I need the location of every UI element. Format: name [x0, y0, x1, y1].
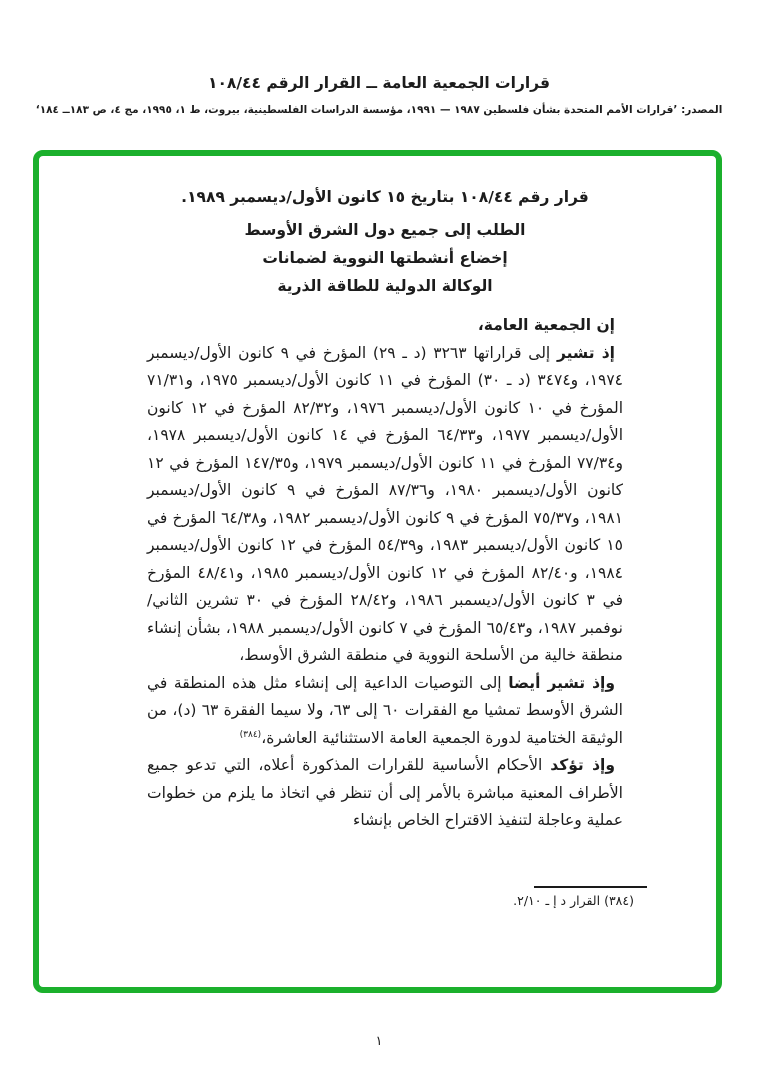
opening-line: إن الجمعية العامة،	[477, 316, 615, 334]
footnote-reference: (٣٨٤)	[239, 729, 262, 740]
paragraph-lead: إذ تشير	[556, 343, 615, 362]
resolution-subtitle-line-2: إخضاع أنشطتها النووية لضمانات	[262, 249, 508, 267]
footnote-text: (٣٨٤) القرار د إ ـ ٢/١٠.	[513, 893, 634, 908]
paragraph-affirming	[147, 752, 623, 835]
page-number: ١	[375, 1034, 383, 1049]
footnote-block	[352, 880, 648, 918]
document-body	[39, 156, 716, 835]
document-frame	[33, 150, 722, 993]
footnote-separator-rule	[534, 886, 647, 888]
paragraph-text: إلى التوصيات الداعية إلى إنشاء مثل هذه المنطقة في الشرق الأوسط تمشيا مع الفقرات ٦٠ إلى ٦٣، ولا سيما الفقرة ٦٣ (د)، من الوثيقة الختامية لدورة الجمعية العامة الاستثنائية العاشرة،	[147, 673, 623, 747]
page-header-title: قرارات الجمعية العامة ــ القرار الرقم ١٠٨/٤٤	[208, 74, 550, 92]
resolution-subtitle-line-1: الطلب إلى جميع دول الشرق الأوسط	[244, 221, 526, 239]
paragraph-text: إلى قراراتها ٣٢٦٣ (د ـ ٢٩) المؤرخ في ٩ كانون الأول/ديسمبر ١٩٧٤، و٣٤٧٤ (د ـ ٣٠) المؤرخ في ١١ كانون الأول/ديسمبر ١٩٧٥، و٧١/٣١ المؤرخ في ١٠ كانون الأول/ديسمبر ١٩٧٦، و٨٢/٣٢ المؤرخ في ١٢ كانون الأول/ديسمبر ١٩٧٧، و٦٤/٣٣ المؤرخ في ١٤ كانون الأول/ديسمبر ١٩٧٨، و٧٧/٣٤ المؤرخ في ١١ كانون الأول/ديسمبر ١٩٧٩، و١٤٧/٣٥ المؤرخ في ١٢ كانون الأول/ديسمبر ١٩٨٠، و٨٧/٣٦ المؤرخ في ٩ كانون الأول/ديسمبر ١٩٨١، و٧٥/٣٧ المؤرخ في ٩ كانون الأول/ديسمبر ١٩٨٢، و٦٤/٣٨ المؤرخ في ١٥ كانون الأول/ديسمبر ١٩٨٣، و٥٤/٣٩ المؤرخ في ١٢ كانون الأول/ديسمبر ١٩٨٤، و٨٢/٤٠ المؤرخ في ١٢ كانون الأول/ديسمبر ١٩٨٥، و٤٨/٤١ المؤرخ في ٣ كانون الأول/ديسمبر ١٩٨٦، و٢٨/٤٢ المؤرخ في ٣٠ تشرين الثاني/نوفمبر ١٩٨٧، و٦٥/٤٣ المؤرخ في ٧ كانون الأول/ديسمبر ١٩٨٨، بشأن إنشاء منطقة خالية من الأسلحة النووية في منطقة الشرق الأوسط،	[147, 343, 624, 664]
source-citation-line: المصدر: ’قرارات الأمم المتحدة بشأن فلسطين ١٩٨٧ — ١٩٩١، مؤسسة الدراسات الفلسطينية، بيروت، ط ١، ١٩٩٥، مج ٤، ص ١٨٣ــ ١٨٤‘	[35, 104, 723, 116]
paragraph-text: الأحكام الأساسية للقرارات المذكورة أعلاه، التي تدعو جميع الأطراف المعنية مباشرة بالأمر إلى أن تنظر في اتخاذ ما يلزم من خطوات عملية وعاجلة لتنفيذ الاقتراح الخاص بإنشاء	[147, 756, 623, 829]
paragraph-recalling-also	[147, 670, 623, 753]
paragraph-lead: وإذ تشير أيضا	[508, 673, 615, 692]
paragraph-lead: وإذ تؤكد	[550, 756, 615, 774]
resolution-subtitle-line-3: الوكالة الدولية للطاقة الذرية	[277, 277, 493, 295]
resolution-title: قرار رقم ١٠٨/٤٤ بتاريخ ١٥ كانون الأول/ديسمبر ١٩٨٩.	[181, 188, 589, 206]
paragraph-recalling	[147, 340, 623, 670]
